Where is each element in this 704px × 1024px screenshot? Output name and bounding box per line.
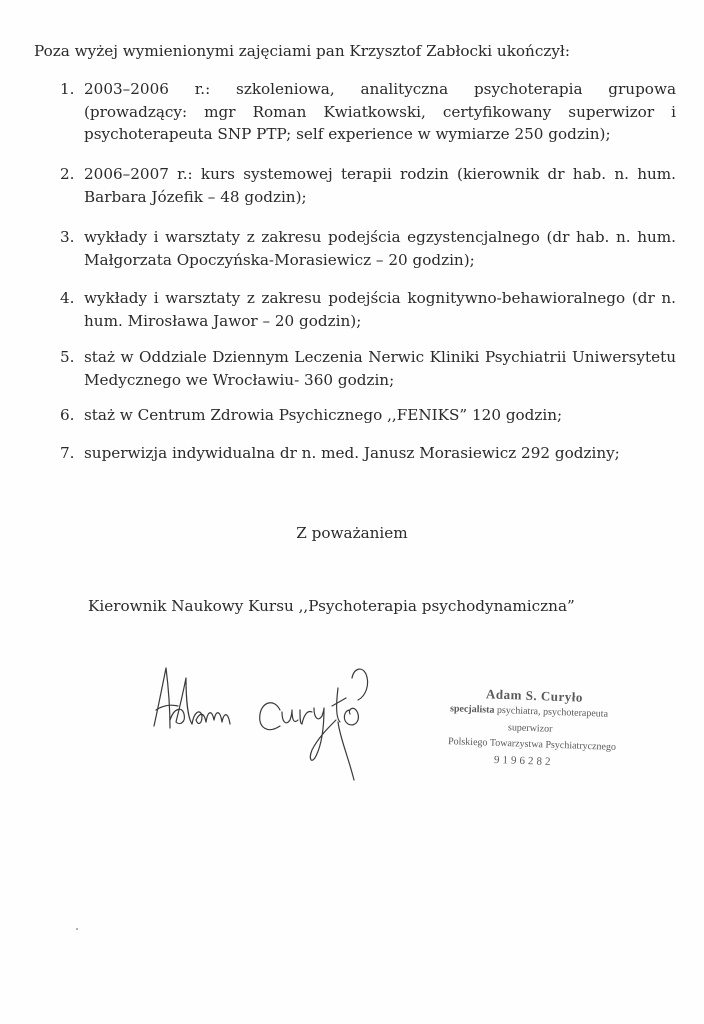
list-item-number: 7.	[60, 444, 75, 462]
list-item-text: wykłady i warsztaty z zakresu podejścia kognitywno-behawioralnego (dr n. hum. Mirosława Jawor – 20 godzin);	[84, 289, 676, 330]
list-item-text: staż w Centrum Zdrowia Psychicznego ,,FENIKS” 120 godzin;	[84, 406, 563, 424]
closing-salutation: Z poważaniem	[296, 524, 408, 542]
stamp-specialty	[450, 703, 608, 720]
list-item-text: staż w Oddziale Dziennym Leczenia Nerwic Kliniki Psychiatrii Uniwersytetu Medycznego we Wrocławiu- 360 godzin;	[84, 348, 676, 389]
stamp-number: 9196282	[493, 753, 554, 769]
list-item-text: 2003–2006 r.: szkoleniowa, analityczna psychoterapia grupowa (prowadzący: mgr Roman Kwiatkowski, certyfikowany superwizor i psychoterapeuta SNP PTP; self experience w wymiarze 250 godzin);	[84, 80, 676, 143]
list-item-text: superwizja indywidualna dr n. med. Janusz Morasiewicz 292 godziny;	[84, 444, 620, 462]
stamp-title: superwizor	[507, 722, 553, 735]
list-item-number: 3.	[60, 228, 75, 246]
list-item-text: 2006–2007 r.: kurs systemowej terapii rodzin (kierownik dr hab. n. hum. Barbara Józefik – 48 godzin);	[84, 165, 676, 206]
list-item	[60, 163, 676, 208]
handwritten-signature	[140, 648, 420, 788]
list-item	[60, 346, 676, 391]
list-item	[60, 287, 676, 332]
stamp-specialty-rest: psychiatra, psychoterapeuta	[494, 704, 609, 720]
list-item-number: 6.	[60, 406, 75, 424]
list-item	[60, 78, 676, 146]
intro-paragraph: Poza wyżej wymienionymi zajęciami pan Krzysztof Zabłocki ukończył:	[34, 42, 570, 60]
list-item-number: 4.	[60, 289, 75, 307]
list-item	[60, 404, 676, 427]
list-item	[60, 226, 676, 271]
scan-speck	[76, 928, 78, 930]
list-item-text: wykłady i warsztaty z zakresu podejścia egzystencjalnego (dr hab. n. hum. Małgorzata Opoczyńska-Morasiewicz – 20 godzin);	[84, 228, 676, 269]
signatory-role: Kierownik Naukowy Kursu ,,Psychoterapia psychodynamiczna”	[88, 597, 575, 615]
stamp-specialty-bold: specjalista	[449, 703, 495, 716]
list-item-number: 1.	[60, 80, 75, 98]
list-item-number: 5.	[60, 348, 75, 366]
list-item-number: 2.	[60, 165, 75, 183]
stamp-society: Polskiego Towarzystwa Psychiatrycznego	[447, 736, 617, 753]
list-item	[60, 442, 676, 465]
stamp-name: Adam S. Curyło	[485, 686, 584, 705]
official-stamp	[446, 688, 646, 788]
